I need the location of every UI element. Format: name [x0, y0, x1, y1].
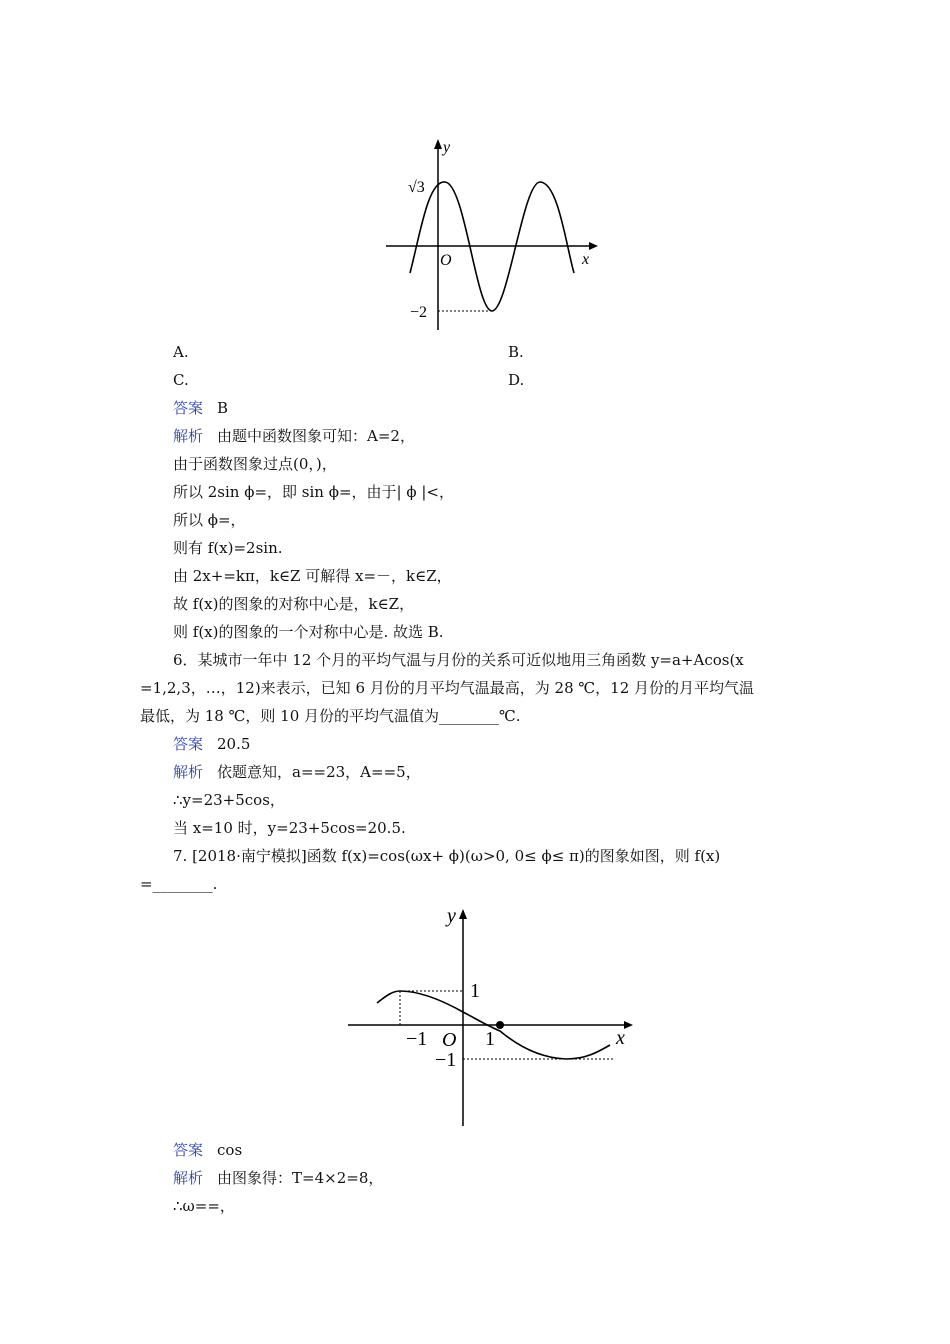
option-d: D.: [508, 371, 525, 389]
answer-tag: 答案: [173, 735, 204, 753]
q6-stem-line: 6．某城市一年中 12 个月的平均气温与月份的关系可近似地用三角函数 y=a+Acos(x: [173, 651, 744, 669]
max-label: √3: [408, 179, 425, 196]
option-b: B.: [508, 343, 524, 361]
label-neg-one-x: −1: [406, 1028, 428, 1050]
answer-value: B: [217, 399, 229, 417]
origin-label: O: [442, 1029, 457, 1051]
q5-line: 所以 2sin ϕ=，即 sin ϕ=，由于| ϕ |<，: [173, 483, 454, 501]
q5-line: 所以 ϕ=，: [173, 511, 246, 529]
analysis-text: 由图象得：T=4×2=8，: [217, 1169, 384, 1187]
y-label: y: [443, 139, 451, 156]
analysis-tag: 解析: [173, 427, 204, 445]
q7-stem-line: =________.: [140, 875, 218, 893]
label-one-y: 1: [470, 980, 480, 1002]
q6-analysis-line: [173, 762, 421, 782]
q5-analysis-line: [173, 426, 415, 446]
q5-line: 由于函数图象过点(0，)，: [173, 455, 337, 473]
figure-cosine-graph: [330, 898, 652, 1136]
analysis-tag: 解析: [173, 763, 204, 781]
q5-line: 由 2x+=kπ，k∈Z 可解得 x=－，k∈Z，: [173, 567, 452, 585]
label-one-x: 1: [485, 1028, 495, 1050]
q7-line: ∴ω==，: [173, 1197, 235, 1215]
option-a: A.: [173, 343, 189, 361]
origin-label: O: [440, 252, 452, 269]
q7-stem-line: 7. [2018·南宁模拟]函数 f(x)=cos(ωx+ ϕ)(ω>0, 0≤ ϕ≤ π)的图象如图，则 f(x): [173, 847, 721, 865]
answer-tag: 答案: [173, 1141, 204, 1159]
x-label: x: [616, 1027, 625, 1049]
q6-answer: [173, 734, 250, 754]
y-label: y: [447, 905, 456, 927]
x-axis-arrow: [589, 242, 598, 250]
analysis-text: 由题中函数图象可知：A=2，: [217, 427, 415, 445]
q6-stem-line: 最低，为 18 ℃，则 10 月份的平均气温值为________℃.: [140, 707, 521, 725]
point-marker: [496, 1021, 504, 1029]
q6-line: ∴y=23+5cos，: [173, 791, 285, 809]
label-neg-one-y: −1: [435, 1049, 457, 1071]
q5-line: 则有 f(x)=2sin.: [173, 539, 283, 557]
min-label: −2: [410, 304, 428, 321]
answer-value: cos: [217, 1141, 243, 1159]
x-axis-arrow: [624, 1021, 633, 1029]
answer-tag: 答案: [173, 399, 204, 417]
answer-value: 20.5: [217, 735, 251, 753]
q6-line: 当 x=10 时，y=23+5cos=20.5.: [173, 819, 406, 837]
y-axis-arrow: [459, 909, 467, 919]
figure-sine-graph: [368, 125, 616, 340]
q7-analysis-line: [173, 1168, 383, 1188]
y-axis-arrow: [434, 139, 442, 149]
option-c: C.: [173, 371, 189, 389]
analysis-tag: 解析: [173, 1169, 204, 1187]
q5-line: 故 f(x)的图象的对称中心是，k∈Z，: [173, 595, 415, 613]
analysis-text: 依题意知，a==23，A==5，: [217, 763, 421, 781]
q7-answer: [173, 1140, 242, 1160]
q5-line: 则 f(x)的图象的一个对称中心是. 故选 B.: [173, 623, 444, 641]
q5-answer: [173, 398, 228, 418]
q6-stem-line: =1,2,3，…，12)来表示，已知 6 月份的月平均气温最高，为 28 ℃，12 月份的月平均气温: [140, 679, 755, 697]
x-label: x: [582, 251, 590, 268]
